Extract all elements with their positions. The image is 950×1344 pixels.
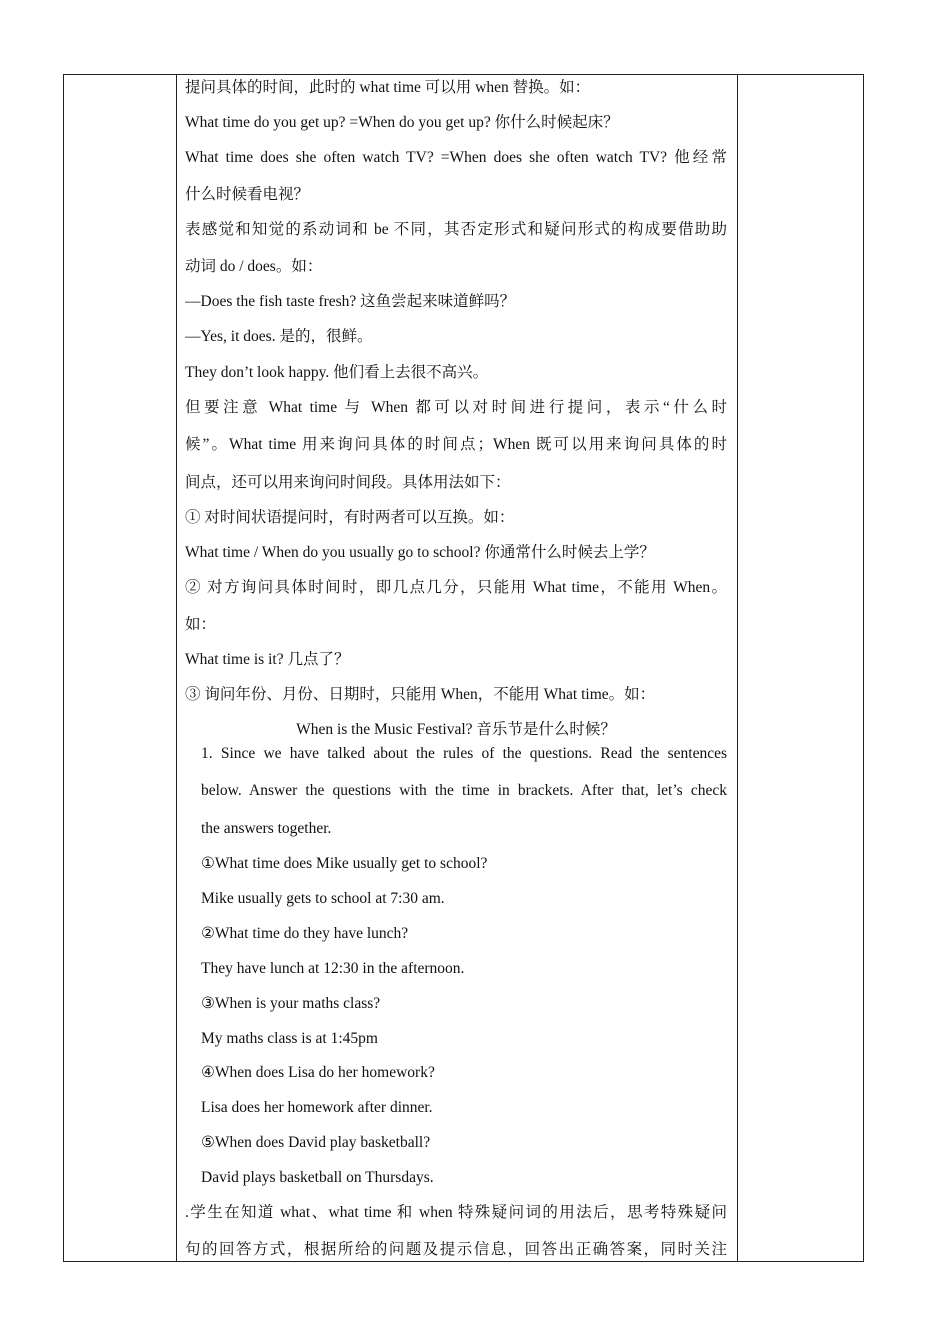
- text-line: What time is it? 几点了？: [185, 651, 350, 668]
- text-line: 什么时候看电视？: [185, 186, 310, 203]
- column-divider-right: [737, 75, 738, 1261]
- text-line: ③ 询问年份、月份、日期时，只能用 When，不能用 What time。如：: [185, 686, 656, 703]
- text-line: ③When is your maths class?: [201, 995, 381, 1012]
- text-line: What time does she often watch TV? =When does she often watch TV? 他经常: [185, 149, 727, 166]
- text-line: 间点，还可以用来询问时间段。具体用法如下：: [185, 474, 511, 491]
- text-line: —Does the fish taste fresh? 这鱼尝起来味道鲜吗？: [185, 293, 516, 310]
- text-line: below. Answer the questions with the time in brackets. After that, let’s check: [201, 782, 727, 799]
- text-line: Mike usually gets to school at 7:30 am.: [201, 890, 445, 907]
- column-divider-left: [176, 75, 177, 1261]
- text-line: .学生在知道 what、what time 和 when 特殊疑问词的用法后，思考特殊疑问: [185, 1204, 727, 1221]
- text-line: the answers together.: [201, 820, 332, 837]
- text-line: ④When does Lisa do her homework?: [201, 1064, 435, 1081]
- text-line: ⑤When does David play basketball?: [201, 1134, 431, 1151]
- text-line: They have lunch at 12:30 in the afternoon.: [201, 960, 465, 977]
- text-line: 候”。What time 用来询问具体的时间点；When 既可以用来询问具体的时: [185, 436, 727, 453]
- lesson-content-cell: [185, 74, 727, 1262]
- text-line: 句的回答方式，根据所给的问题及提示信息，回答出正确答案，同时关注: [185, 1241, 727, 1258]
- text-line: 如：: [185, 616, 217, 633]
- text-line: 表感觉和知觉的系动词和 be 不同，其否定形式和疑问形式的构成要借助助: [185, 221, 727, 238]
- text-line: David plays basketball on Thursdays.: [201, 1169, 434, 1186]
- text-line: Lisa does her homework after dinner.: [201, 1099, 433, 1116]
- text-line: ①What time does Mike usually get to school?: [201, 855, 488, 872]
- text-line: ② 对方询问具体时间时，即几点几分，只能用 What time，不能用 When。: [185, 579, 727, 596]
- text-line: 提问具体的时间，此时的 what time 可以用 when 替换。如：: [185, 79, 591, 96]
- text-line: 但要注意 What time 与 When 都可以对时间进行提问，表示“什么时: [185, 399, 727, 416]
- text-line: My maths class is at 1:45pm: [201, 1030, 378, 1047]
- text-line: ②What time do they have lunch?: [201, 925, 409, 942]
- text-line: 1. Since we have talked about the rules of the questions. Read the sentences: [201, 745, 727, 762]
- text-line-centered: When is the Music Festival? 音乐节是什么时候？: [296, 721, 616, 738]
- text-line: ① 对时间状语提问时，有时两者可以互换。如：: [185, 509, 515, 526]
- text-line: What time do you get up? =When do you get up? 你什么时候起床？: [185, 114, 619, 131]
- text-line: What time / When do you usually go to school? 你通常什么时候去上学？: [185, 544, 655, 561]
- text-line: They don’t look happy. 他们看上去很不高兴。: [185, 364, 489, 381]
- text-line: 动词 do / does。如：: [185, 258, 323, 275]
- text-line: —Yes, it does. 是的，很鲜。: [185, 328, 373, 345]
